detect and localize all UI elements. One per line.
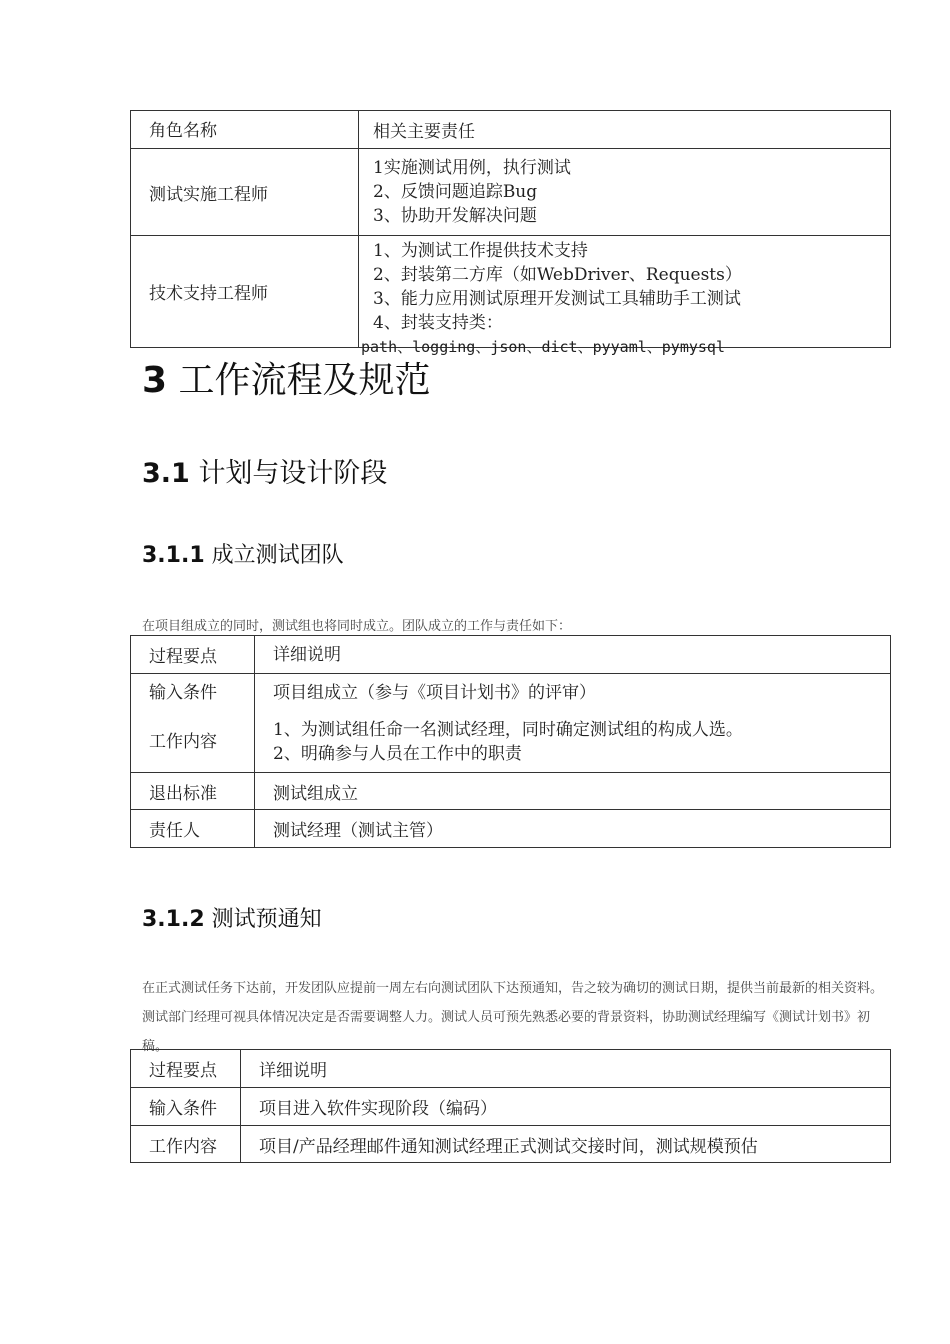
value-cell: 测试经理（测试主管）: [255, 810, 891, 848]
heading-1: 3 工作流程及规范: [142, 360, 431, 401]
key-cell: 输入条件: [131, 1088, 241, 1126]
key-cell: 过程要点: [131, 636, 255, 674]
table-row: [131, 1050, 891, 1088]
roles-table-header: [131, 111, 891, 149]
key-cell: 责任人: [131, 810, 255, 848]
table-row: [131, 773, 891, 810]
duty-line: 4、封装支持类：: [373, 313, 503, 333]
table-row: [131, 674, 891, 773]
duty-line: 3、能力应用测试原理开发测试工具辅助手工测试: [373, 289, 741, 309]
heading-3-prenotice: 3.1.2 测试预通知: [142, 907, 322, 932]
value-cell: 详细说明: [241, 1050, 891, 1088]
key-cell: 过程要点: [131, 1050, 241, 1088]
table-row: [131, 236, 891, 348]
duty-line: 1实施测试用例，执行测试: [373, 158, 571, 178]
prenotice-table: [130, 1049, 891, 1163]
duty-line: 2、封装第二方库（如WebDriver、Requests）: [373, 265, 742, 285]
table-row: [131, 1088, 891, 1126]
heading-3-team: 3.1.1 成立测试团队: [142, 543, 344, 568]
roles-table: [130, 110, 891, 356]
key-cell: 退出标准: [131, 773, 255, 810]
role-cell: 测试实施工程师: [131, 149, 359, 236]
key-cell: 工作内容: [131, 1126, 241, 1163]
roles-header-duty: 相关主要责任: [359, 111, 891, 149]
intro-paragraph-prenotice: 在正式测试任务下达前，开发团队应提前一周左右向测试团队下达预通知，告之较为确切的测试日期，提供当前最新的相关资料。测试部门经理可视具体情况决定是否需要调整人力。测试人员可预先熟悉必要的背景资料，协助测试经理编写《测试计划书》初稿。: [142, 981, 884, 1054]
value-cell: 项目进入软件实现阶段（编码）: [241, 1088, 891, 1126]
table-row: [131, 1126, 891, 1163]
value-cell: 项目/产品经理邮件通知测试经理正式测试交接时间，测试规模预估: [241, 1126, 891, 1163]
table-row: [131, 149, 891, 236]
role-cell: 技术支持工程师: [131, 236, 359, 348]
table-row: [131, 810, 891, 848]
team-table: [130, 635, 891, 848]
table-row: [131, 636, 891, 674]
value-cell: 详细说明: [255, 636, 891, 674]
duty-cell: [359, 236, 891, 356]
duty-line: 1、为测试工作提供技术支持: [373, 241, 588, 261]
value-cell: 测试组成立: [255, 773, 891, 810]
duty-cell: [359, 149, 891, 236]
key-cell: 输入条件 工作内容: [131, 674, 255, 773]
heading-2: 3.1 计划与设计阶段: [142, 458, 388, 489]
duty-line: 3、协助开发解决问题: [373, 206, 537, 226]
duty-line: 2、反馈问题追踪Bug: [373, 182, 538, 202]
duty-line: path、logging、json、dict、pyyaml、pymysql: [361, 338, 725, 356]
intro-paragraph-team: 在项目组成立的同时，测试组也将同时成立。团队成立的工作与责任如下：: [142, 619, 572, 634]
roles-header-role: 角色名称: [131, 111, 359, 149]
value-cell: 项目组成立（参与《项目计划书》的评审） 1、为测试组任命一名测试经理，同时确定测试组的构成人选。 2、明确参与人员在工作中的职责: [255, 674, 891, 773]
